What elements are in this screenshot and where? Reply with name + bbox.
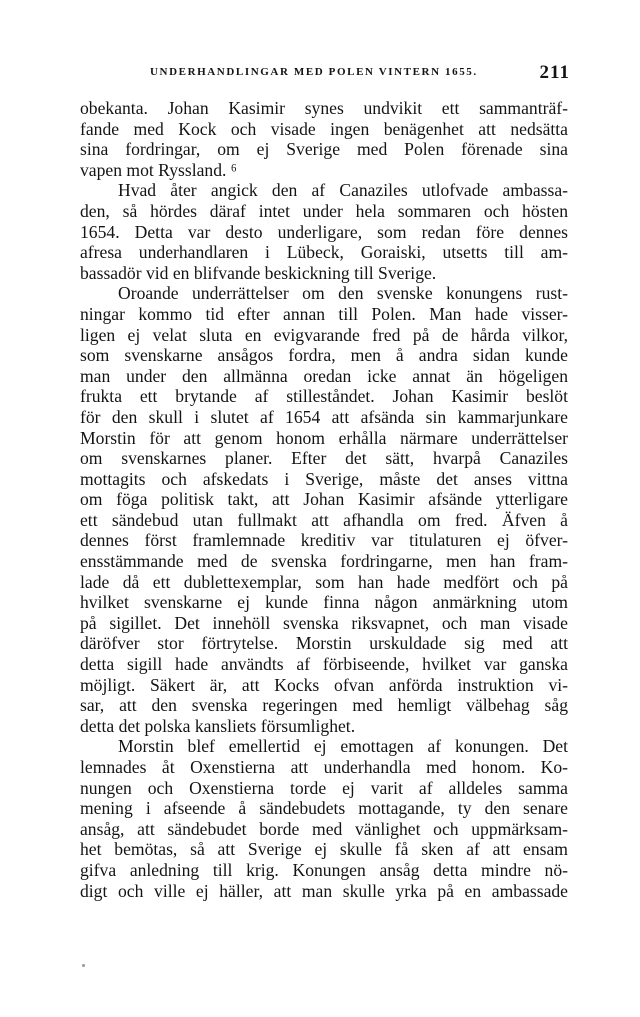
text-line: bassadör vid en blifvande beskickning till Sverige.	[80, 262, 437, 283]
text-line: som svenskarne ansågos fordra, men å andra sidan kunde	[80, 345, 568, 366]
text-line: lade då ett dublettexemplar, som han hade medfört och på	[80, 571, 568, 592]
page-header	[150, 62, 570, 84]
text-line: obekanta. Johan Kasimir synes undvikit ett sammanträf-	[80, 98, 568, 118]
text-line: mening i afseende å sändebudets mottagande, ty den senare	[80, 798, 568, 819]
page-speck	[82, 964, 85, 967]
text-line: ett sändebud utan fullmakt att afhandla om fred. Äfven å	[80, 509, 568, 530]
text-line: hvilket svenskarne ej kunde finna någon anmärkning utom	[80, 592, 568, 613]
text-line: ansåg, att sändebudet borde med vänlighet och uppmärksam-	[80, 818, 568, 839]
text-line: den, så hördes däraf intet under hela sommaren och hösten	[80, 200, 568, 221]
paragraph	[80, 736, 568, 901]
text-line: Oroande underrättelser om den svenske konungens rust-	[118, 283, 568, 304]
text-line: fande med Kock och visade ingen benägenhet att nedsätta	[80, 118, 568, 139]
page-number: 211	[539, 62, 570, 83]
text-line: möjligt. Säkert är, att Kocks ofvan anförda instruktion vi-	[80, 674, 568, 695]
text-line: frukta ett brytande af stilleståndet. Johan Kasimir beslöt	[80, 386, 568, 407]
text-line: på sigillet. Det innehöll svenska riksvapnet, och man visade	[80, 612, 568, 633]
text-line: gifva anledning till krig. Konungen ansåg detta mindre nö-	[80, 859, 568, 880]
text-line: ligen ej velat sluta en evigvarande fred på de hårda vilkor,	[80, 324, 568, 345]
text-line: ningar kommo tid efter annan till Polen. Man hade visser-	[80, 303, 568, 324]
paragraph	[80, 283, 568, 736]
text-line: detta sigill hade användts af förbiseende, hvilket var ganska	[80, 654, 568, 675]
text-line: detta det polska kansliets försumlighet.	[80, 715, 356, 736]
text-line: 1654. Detta var desto underligare, som redan före dennes	[80, 221, 568, 242]
running-head: UNDERHANDLINGAR MED POLEN VINTERN 1655.	[150, 66, 478, 78]
body-text	[80, 98, 568, 901]
text-line: ensstämmande med de svenska fordringarne, men han fram-	[80, 551, 568, 572]
text-line: digt och ville ej häller, att man skulle yrka på en ambassade	[80, 880, 568, 901]
text-line: lemnades åt Oxenstierna att underhandla med honom. Ko-	[80, 757, 568, 777]
text-line: Hvad åter angick den af Canaziles utlofvade ambassa-	[118, 180, 568, 201]
text-line: dennes först framlemnade kreditiv var titulaturen ej öfver-	[80, 530, 568, 551]
paragraph	[80, 180, 568, 283]
text-line: mottagits och afskedats i Sverige, måste det anses vittna	[80, 468, 568, 489]
text-line: Morstin för att genom honom erhålla närmare underrättelser	[80, 427, 568, 448]
text-line: sina fordringar, om ej Sverige med Polen förenade sina	[80, 139, 568, 160]
text-line: het bemötas, så att Sverige ej skulle få sken af att ensam	[80, 839, 568, 860]
text-line: man under den allmänna oredan icke annat än högeligen	[80, 365, 568, 386]
text-line: sar, att den svenska regeringen med hemligt välbehag såg	[80, 695, 568, 716]
text-line: däröfver stor förtrytelse. Morstin urskuldade sig med att	[80, 633, 568, 654]
text-line: om föga politisk takt, att Johan Kasimir afsände ytterligare	[80, 489, 568, 510]
paragraph	[80, 98, 568, 180]
text-line: nungen och Oxenstierna torde ej varit af alldeles samma	[80, 777, 568, 798]
text-line: vapen mot Ryssland. ⁶	[80, 159, 237, 180]
text-line: för den skull i slutet af 1654 att afsända sin kammarjunkare	[80, 406, 568, 427]
text-line: Morstin blef emellertid ej emottagen af konungen. Det	[118, 736, 568, 757]
text-line: afresa underhandlaren i Lübeck, Goraiski, utsetts till am-	[80, 242, 568, 263]
text-line: om svenskarnes planer. Efter det sätt, hvarpå Canaziles	[80, 448, 568, 469]
